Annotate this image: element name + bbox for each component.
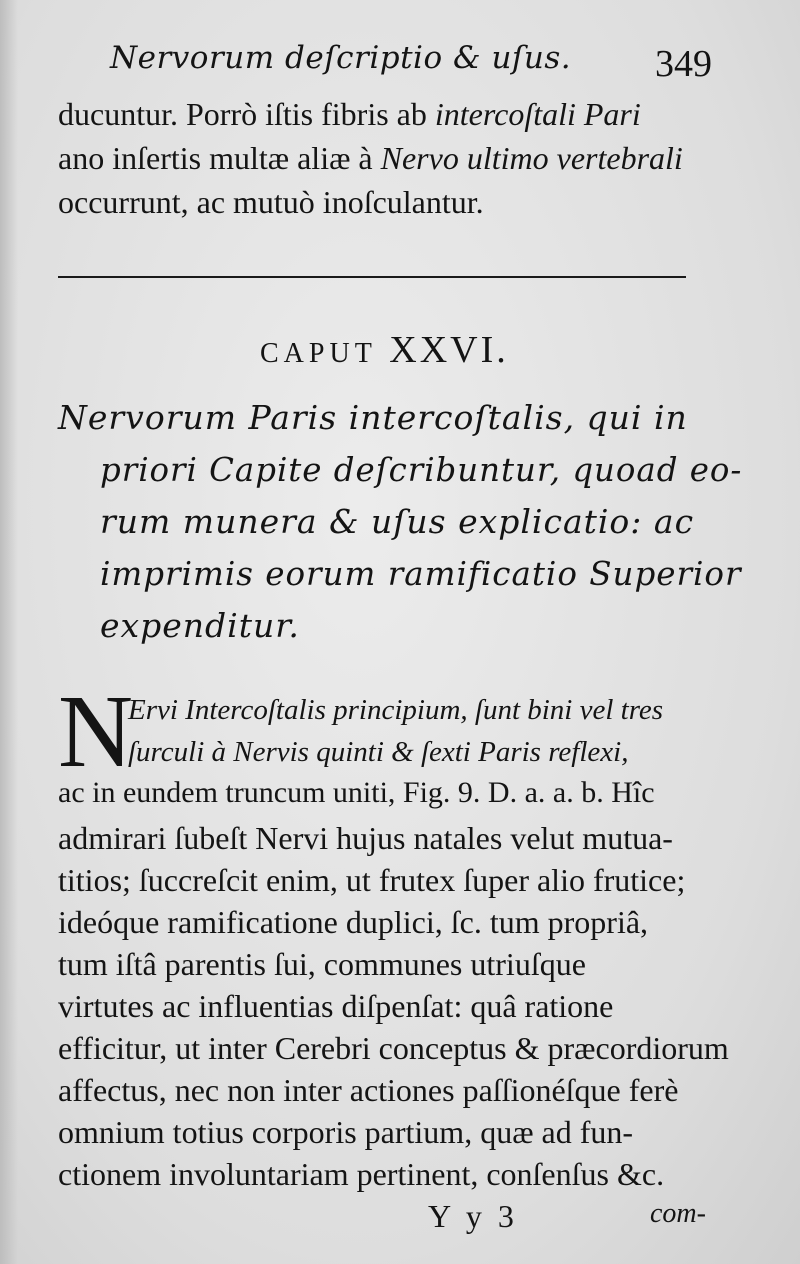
chapter-title-line: Nervorum Paris intercoſtalis, qui in — [58, 398, 688, 437]
text-line: ac in eundem truncum uniti, Fig. 9. D. a. a. b. Hîc — [58, 776, 655, 809]
text-span: ducuntur. Porrò iſtis fibris ab — [58, 96, 435, 132]
signature-mark: Y y 3 — [428, 1198, 518, 1234]
text-span: occurrunt, ac mutuò inoſculantur. — [58, 184, 484, 220]
chapter-heading — [260, 328, 509, 372]
section-divider — [58, 276, 686, 278]
text-line: efficitur, ut inter Cerebri conceptus & præcordiorum — [58, 1030, 729, 1066]
text-line: ctionem involuntariam pertinent, conſenſus &c. — [58, 1156, 665, 1192]
italic-span: intercoſtali Pari — [434, 96, 641, 132]
text-line: virtutes ac influentias diſpenſat: quâ ratione — [58, 988, 614, 1024]
text-line: ſurculi à Nervis quinti & ſexti Paris reflexi, — [128, 736, 629, 768]
text-line: tum iſtâ parentis ſui, communes utriuſque — [58, 946, 586, 982]
drop-cap: N — [58, 674, 134, 789]
text-span: ano inſertis multæ aliæ à — [58, 140, 381, 176]
catchword: com- — [650, 1198, 706, 1229]
text-line: titios; ſuccreſcit enim, ut frutex ſuper alio frutice; — [58, 862, 686, 898]
text-line — [58, 96, 641, 133]
italic-span: Nervo ultimo vertebrali — [380, 140, 683, 176]
chapter-title-line: expenditur. — [100, 606, 300, 645]
chapter-label: CAPUT — [260, 338, 377, 369]
text-line — [58, 184, 484, 221]
page-edge-shadow — [0, 0, 18, 1264]
text-line: affectus, nec non inter actiones paſſionéſque ferè — [58, 1072, 679, 1108]
chapter-title-line: priori Capite deſcribuntur, quoad eo- — [100, 450, 743, 489]
page-number: 349 — [655, 43, 712, 85]
text-line: admirari ſubeſt Nervi hujus natales velut mutua- — [58, 820, 673, 856]
chapter-title-line: rum munera & uſus explicatio: ac — [100, 502, 695, 541]
text-line — [58, 140, 683, 177]
chapter-title-line: imprimis eorum ramificatio Superior — [100, 554, 742, 593]
text-line: omnium totius corporis partium, quæ ad fun- — [58, 1114, 634, 1150]
running-head: Nervorum deſcriptio & uſus. — [110, 40, 572, 76]
chapter-numeral: XXVI. — [389, 329, 509, 371]
text-line: ideóque ramificatione duplici, ſc. tum propriâ, — [58, 904, 649, 940]
text-line: Ervi Intercoſtalis principium, ſunt bini vel tres — [128, 694, 664, 726]
